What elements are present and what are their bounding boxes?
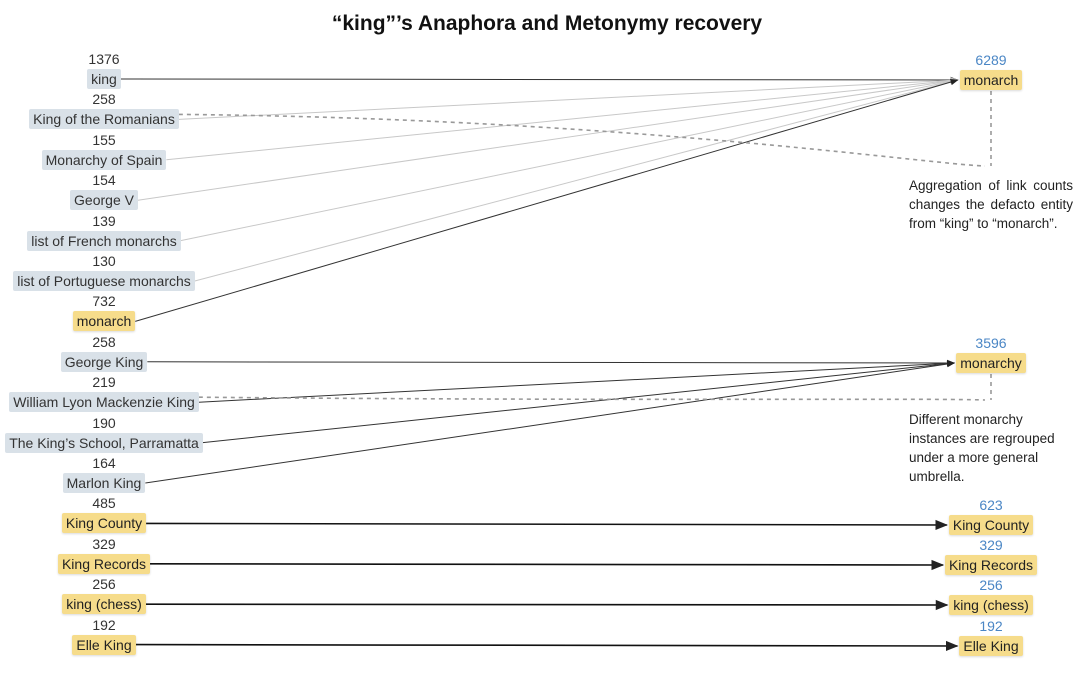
source-entity-label: George King xyxy=(61,352,148,372)
target-count: 6289 xyxy=(975,52,1007,68)
target-count: 329 xyxy=(979,537,1003,553)
target-entity-label: King Records xyxy=(945,555,1037,575)
source-count: 219 xyxy=(92,374,116,391)
source-count: 164 xyxy=(92,455,116,471)
source-entity-label: monarch xyxy=(73,311,135,331)
target-count: 623 xyxy=(979,497,1003,513)
target-count: 3596 xyxy=(975,335,1007,351)
target-entity-label: King County xyxy=(949,515,1033,535)
link-edge xyxy=(181,80,958,241)
link-edge xyxy=(147,362,954,363)
target-count: 256 xyxy=(979,577,1003,593)
annotation-curve-line xyxy=(199,397,985,400)
source-entity-label: King of the Romanians xyxy=(29,109,179,129)
link-edge xyxy=(199,363,954,402)
target-entity-label: monarch xyxy=(960,70,1022,90)
link-edge xyxy=(145,363,954,483)
source-count: 329 xyxy=(92,535,116,552)
link-edge xyxy=(135,80,958,321)
source-count: 732 xyxy=(92,293,116,310)
source-count: 258 xyxy=(92,91,116,108)
target-entity-label: monarchy xyxy=(956,353,1025,373)
link-edge xyxy=(195,80,958,281)
source-entity-label: King County xyxy=(62,513,146,533)
link-edge xyxy=(166,80,957,160)
source-count: 192 xyxy=(92,616,116,633)
source-entity-label: king xyxy=(87,69,121,89)
source-entity-label: Monarchy of Spain xyxy=(42,150,167,170)
source-entity-label: king (chess) xyxy=(62,594,145,614)
source-count: 256 xyxy=(92,576,116,593)
annotation-note: Aggregation of link counts changes the defacto entity from “king” to “monarch”. xyxy=(909,178,1073,231)
source-count: 258 xyxy=(92,333,116,350)
source-count: 485 xyxy=(92,495,116,512)
source-count: 139 xyxy=(92,212,116,229)
source-entity-label: list of Portuguese monarchs xyxy=(13,271,195,291)
link-edge xyxy=(121,79,958,80)
target-entity-label: Elle King xyxy=(959,636,1022,656)
link-edge xyxy=(146,523,947,525)
source-count: 154 xyxy=(92,172,116,189)
source-count: 190 xyxy=(92,414,116,431)
source-entity-label: King Records xyxy=(58,554,150,574)
source-entity-label: Elle King xyxy=(72,635,135,655)
link-edge xyxy=(150,564,943,565)
source-count: 130 xyxy=(92,253,116,269)
link-edge xyxy=(138,80,958,200)
diagram-title: “king”’s Anaphora and Metonymy recovery xyxy=(331,12,763,35)
annotation-curve-line xyxy=(179,114,985,166)
source-count: 155 xyxy=(92,131,116,148)
link-edge xyxy=(136,645,958,646)
source-entity-label: William Lyon Mackenzie King xyxy=(9,392,199,412)
link-edge xyxy=(203,363,954,443)
source-entity-label: list of French monarchs xyxy=(27,231,181,251)
link-edge xyxy=(179,80,958,119)
target-count: 192 xyxy=(979,618,1003,634)
source-entity-label: The King’s School, Parramatta xyxy=(5,433,203,453)
link-edge xyxy=(146,604,948,605)
source-entity-label: George V xyxy=(70,190,138,210)
source-entity-label: Marlon King xyxy=(63,473,146,493)
target-entity-label: king (chess) xyxy=(949,595,1032,615)
source-count: 1376 xyxy=(88,51,120,67)
annotation-note: Different monarchy instances are regrouped under a more general umbrella. xyxy=(909,412,1055,484)
